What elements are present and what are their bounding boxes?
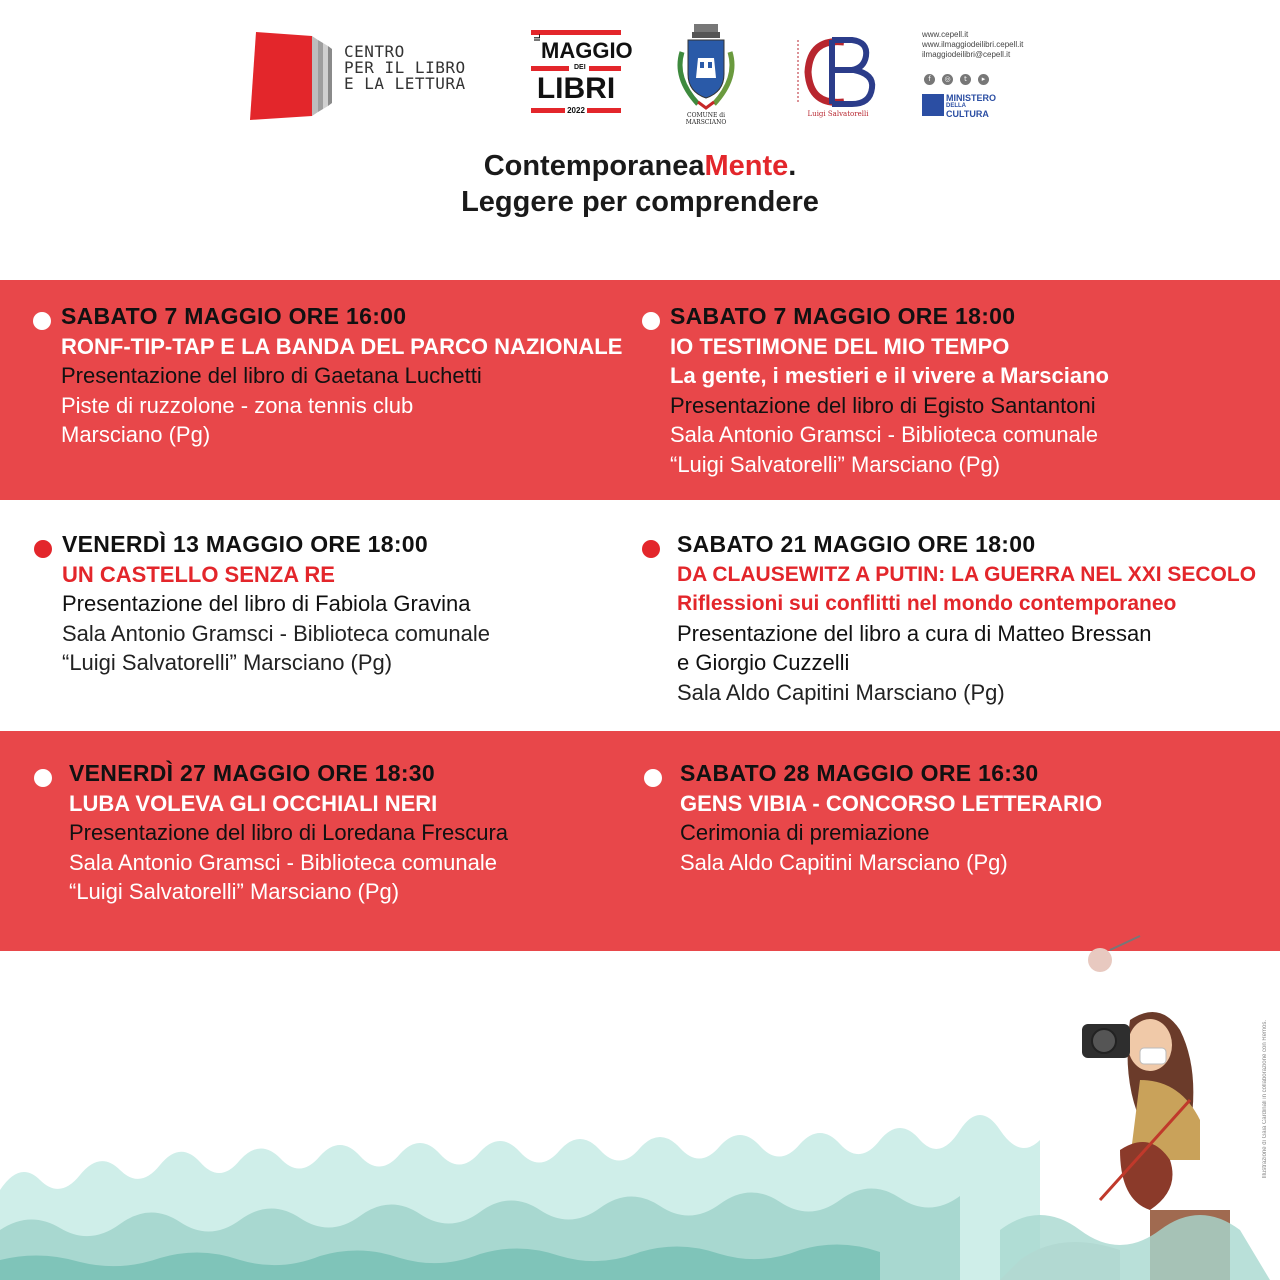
logo-bar [531,30,621,35]
ministero-line: DELLA [946,103,966,109]
event-location: “Luigi Salvatorelli” Marsciano (Pg) [670,451,1001,477]
ministero-cultura-logo [922,94,1022,120]
cepell-logo [250,28,490,120]
instagram-icon[interactable]: ◎ [942,74,953,85]
title-line-2: Leggere per comprendere [461,186,819,218]
bullet-icon [644,769,662,787]
maggio-dei-libri-logo [531,30,633,116]
event-description: Presentazione del libro a cura di Matteo Bressan [677,620,1152,646]
event-description: Presentazione del libro di Egisto Santantoni [670,392,1096,418]
title-part: . [788,150,797,182]
event-location: Marsciano (Pg) [61,422,211,447]
logo-bar [589,66,621,71]
email-link[interactable]: ilmaggiodeilibri@cepell.it [922,50,1011,59]
ministero-line: CULTURA [946,109,989,119]
event-title: UN CASTELLO SENZA RE [62,561,335,587]
event-location: Sala Antonio Gramsci - Biblioteca comunale [62,620,490,646]
book-logo-icon [250,28,334,120]
event-description: Presentazione del libro di Loredana Frescura [69,820,509,845]
social-icons [924,66,996,83]
cepell-wordmark [344,44,466,92]
comune-marsciano-logo [668,22,744,126]
event-subtitle: La gente, i mestieri e il vivere a Marsciano [670,363,1109,388]
maggio-year: 2022 [567,106,585,115]
girl-with-camera-illustration [1000,930,1270,1280]
twitter-icon[interactable]: t [960,74,971,85]
event-date: SABATO 7 MAGGIO ORE 18:00 [670,303,1016,329]
event-date: VENERDÌ 27 MAGGIO ORE 18:30 [69,760,435,786]
bullet-icon [642,540,660,558]
website-link[interactable]: www.ilmaggiodeilibri.cepell.it [922,40,1024,49]
title-accent: Mente [704,150,789,182]
event-title: RONF-TIP-TAP E LA BANDA DEL PARCO NAZIONALE [61,333,623,359]
event-location: Piste di ruzzolone - zona tennis club [61,392,414,418]
event-title: LUBA VOLEVA GLI OCCHIALI NERI [69,790,438,816]
maggio-word: MAGGIO [541,38,633,63]
event-location: Sala Aldo Capitini Marsciano (Pg) [680,849,1008,875]
comune-caption: COMUNE di MARSCIANO [685,112,727,126]
logo-bar [531,66,569,71]
event-date: SABATO 21 MAGGIO ORE 18:00 [677,531,1036,557]
event-title: GENS VIBIA - CONCORSO LETTERARIO [680,790,1103,816]
cb-monogram-icon [796,34,880,110]
bullet-icon [34,769,52,787]
cepell-line: PER IL LIBRO [344,58,466,77]
event-description: Presentazione del libro di Gaetana Luchetti [61,363,482,388]
cepell-line: E LA LETTURA [344,74,466,93]
mic-badge-icon [922,94,944,116]
contact-links [922,30,1052,60]
event-title: IO TESTIMONE DEL MIO TEMPO [670,333,1010,359]
logo-bar [587,108,621,113]
bullet-icon [34,540,52,558]
coat-of-arms-icon [668,22,744,112]
event-date: VENERDÌ 13 MAGGIO ORE 18:00 [62,531,428,557]
facebook-icon[interactable]: f [924,74,935,85]
event-description: e Giorgio Cuzzelli [677,650,850,675]
biblioteca-logo [796,34,880,120]
event-subtitle: Riflessioni sui conflitti nel mondo contemporaneo [677,592,1177,615]
event-title: DA CLAUSEWITZ A PUTIN: LA GUERRA NEL XXI SECOLO [677,562,1257,586]
ministero-line: MINISTERO [946,93,997,103]
youtube-icon[interactable]: ▸ [978,74,989,85]
bullet-icon [642,312,660,330]
event-location: Sala Antonio Gramsci - Biblioteca comunale [69,849,497,875]
ministero-text [946,94,996,119]
event-description: Presentazione del libro di Fabiola Gravina [62,591,471,616]
title-line-1 [0,148,1280,184]
maggio-il: IL [533,34,542,42]
bullet-icon [33,312,51,330]
cepell-line: CENTRO [344,42,405,61]
illustration-credit: Illustrazione di Gaia Cardinali in collaborazione con Remos. [1262,1020,1268,1179]
event-date: SABATO 7 MAGGIO ORE 16:00 [61,303,407,329]
biblioteca-caption: Luigi Salvatorelli [807,110,869,118]
maggio-libri: LIBRI [536,72,616,105]
website-link[interactable]: www.cepell.it [922,30,969,39]
event-description: Cerimonia di premiazione [680,820,930,845]
event-location: “Luigi Salvatorelli” Marsciano (Pg) [69,879,400,904]
event-location: “Luigi Salvatorelli” Marsciano (Pg) [62,650,393,675]
page-title [0,148,1280,220]
event-location: Sala Aldo Capitini Marsciano (Pg) [677,679,1005,705]
event-date: SABATO 28 MAGGIO ORE 16:30 [680,760,1039,786]
title-part: Contemporanea [483,150,705,182]
maggio-dei: DEI [574,64,586,71]
event-location: Sala Antonio Gramsci - Biblioteca comunale [670,422,1098,447]
